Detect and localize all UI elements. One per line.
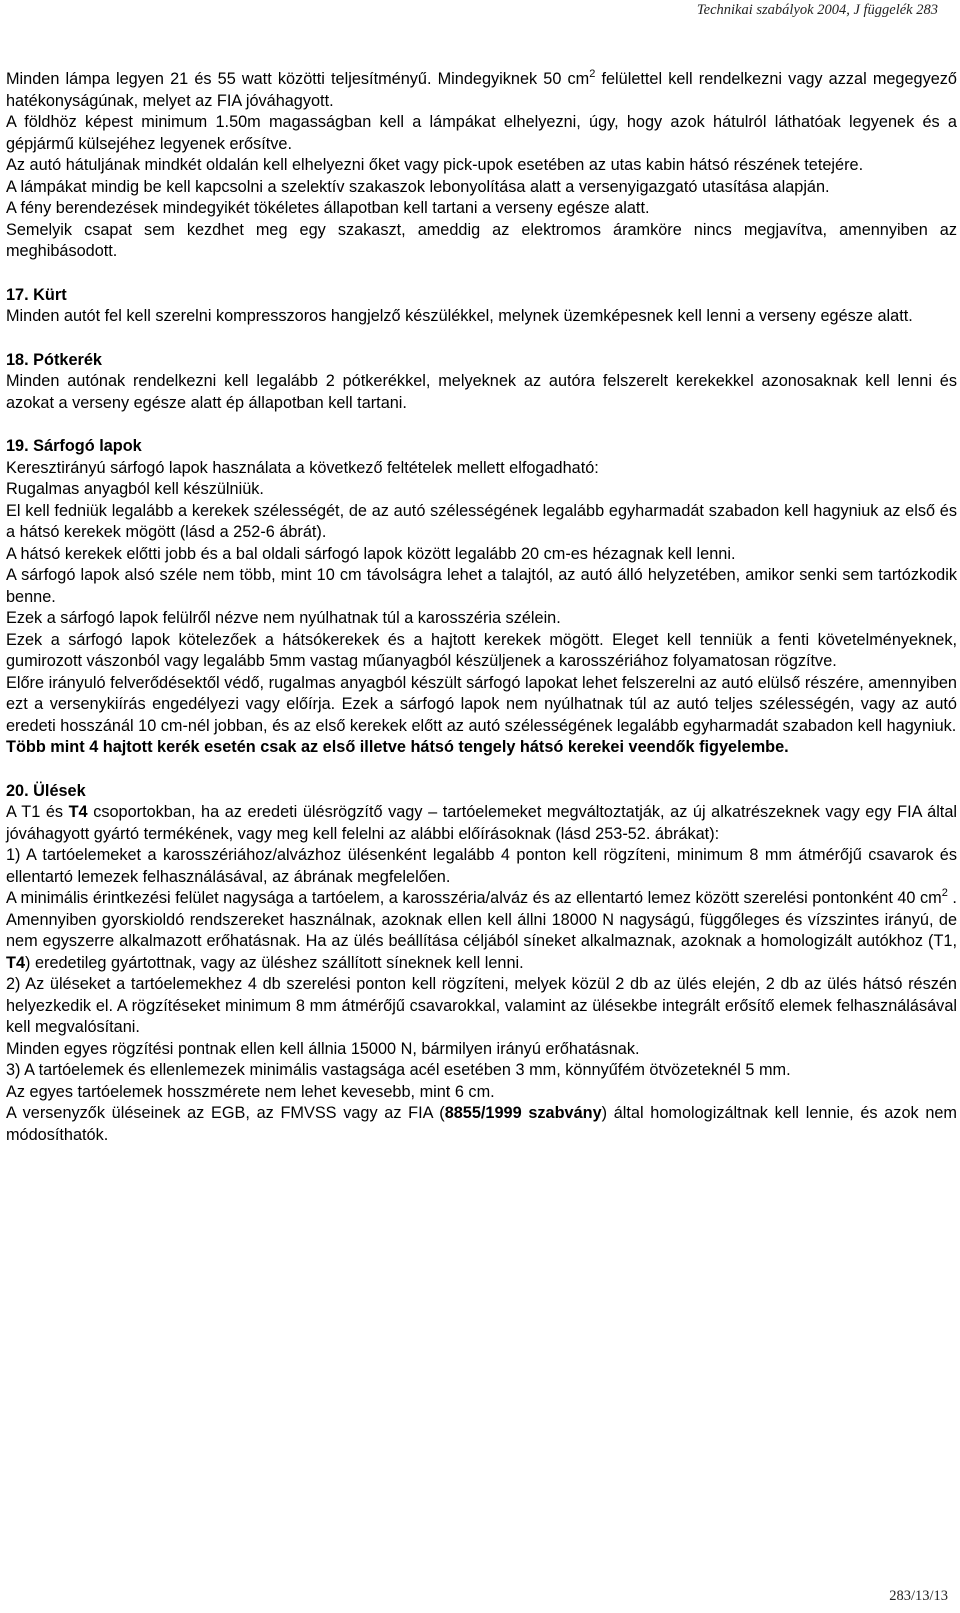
mudflap-paragraph-7: Ezek a sárfogó lapok kötelezőek a hátsókerekek és a hajtott kerekek mögött. Eleget kell tenniük a fenti követelményeknek, gumirozott vászonból vagy legalább 5mm vastag műanyagból készüljenek a karosszériához folyamatosan rögzítve. xyxy=(6,630,957,670)
lights-paragraph-6: Semelyik csapat sem kezdhet meg egy szakaszt, ameddig az elektromos áramköre nincs megjavítva, amennyiben az meghibásodott. xyxy=(6,220,957,260)
seats-paragraph-8: Az egyes tartóelemek hosszmérete nem lehet kevesebb, mint 6 cm. xyxy=(6,1082,495,1101)
page-number: 283/13/13 xyxy=(889,1588,948,1604)
seats-paragraph-6: Minden egyes rögzítési pontnak ellen kell állnia 15000 N, bármilyen irányú erőhatásnak. xyxy=(6,1039,640,1058)
lights-paragraph-4: A lámpákat mindig be kell kapcsolni a szelektív szakaszok lebonyolítása alatt a versenyigazgató utasítása alapján. xyxy=(6,177,830,196)
lights-paragraph-3: Az autó hátuljának mindkét oldalán kell elhelyezni őket vagy pick-upok esetében az utas kabin hátsó részének tetejére. xyxy=(6,156,864,174)
seats-paragraph-9: A versenyzők üléseinek az EGB, az FMVSS vagy az FIA (8855/1999 szabvány) által homologizáltnak kell lennie, és azok nem módosíthatók. xyxy=(6,1104,957,1144)
mudflap-paragraph-1: Keresztirányú sárfogó lapok használata a következő feltételek mellett elfogadható: xyxy=(6,458,599,477)
mudflap-paragraph-3: El kell fedniük legalább a kerekek szélességét, de az autó szélességének legalább egyharmadát szabadon kell hagyniuk az első és a hátsó kerekek mögött (lásd a 252-6 ábrát). xyxy=(6,501,957,541)
seats-paragraph-2: 1) A tartóelemeket a karosszériához/alvázhoz ülésenként legalább 4 ponton kell rögzíteni, minimum 8 mm átmérőjű csavarok és ellentartó lemezek felhasználásával, az ábrának megfelelően. xyxy=(6,846,957,886)
horn-paragraph: Minden autót fel kell szerelni kompresszoros hangjelző készülékkel, melynek üzemképesnek kell lenni a verseny egésze alatt. xyxy=(6,307,913,325)
seats-paragraph-4: Amennyiben gyorskioldó rendszereket használnak, azoknak ellen kell állni 18000 N nagyságú, függőleges és vízszintes irányú, de nem egyszerre alkalmazott erőhatásnak. Ha az ülés beállítása céljából síneket alkalmaznak, azoknak a homologizált autókhoz (T1, T4) eredetileg gyártottnak, vagy az üléshez szállított síneknek kell lenni. xyxy=(6,910,957,972)
lights-paragraph-2: A földhöz képest minimum 1.50m magasságban kell a lámpákat elhelyezni, úgy, hogy azok hátulról láthatóak legyenek és a gépjármű külsejéhez legyenek erősítve. xyxy=(6,113,957,153)
mudflap-paragraph-8: Előre irányuló felverődésektől védő, rugalmas anyagból készült sárfogó lapokat lehet felszerelni az autó elülső részére, amennyiben ezt a versenykiírás engedélyezi vagy előírja. Ezek a sárfogó lapok nem nyúlhatnak túl az autó teljes szélességén, vagy az autó eredeti hosszánál 10 cm-nél jobban, és az első kerekek előtt az autó szélességének legalább egyharmadát szabadon kell hagyniuk. xyxy=(6,673,957,735)
section-heading-18: 18. Pótkerék xyxy=(6,350,102,369)
seats-paragraph-5: 2) Az üléseket a tartóelemekhez 4 db szerelési ponton kell rögzíteni, melyek közül 2 db az ülés elején, 2 db az ülés hátsó részén helyezkedik el. A rögzítéseket minimum 8 mm átmérőjű csavarokkal, valamint az ülésekbe integrált erősítő elemek felhasználásával kell megvalósítani. xyxy=(6,975,957,1036)
section-heading-17: 17. Kürt xyxy=(6,285,67,304)
mudflap-paragraph-4: A hátsó kerekek előtti jobb és a bal oldali sárfogó lapok között legalább 20 cm-es hézagnak kell lenni. xyxy=(6,544,736,563)
lights-paragraph-5: A fény berendezések mindegyikét tökéletes állapotban kell tartani a verseny egésze alatt. xyxy=(6,199,650,217)
document-body xyxy=(6,69,957,1146)
seats-paragraph-3: A minimális érintkezési felület nagysága a tartóelem, a karosszéria/alváz és az ellentartó lemez között szerelési pontonként 40 $cm^2$ . xyxy=(6,887,957,907)
mudflap-paragraph-2: Rugalmas anyagból kell készülniük. xyxy=(6,480,264,498)
mudflap-paragraph-6: Ezek a sárfogó lapok felülről nézve nem nyúlhatnak túl a karosszéria szélein. xyxy=(6,609,561,627)
running-header: Technikai szabályok 2004, J függelék 283 xyxy=(696,2,938,18)
seats-paragraph-7: 3) A tartóelemek és ellenlemezek minimális vastagsága acél esetében 3 mm, könnyűfém ötvözeteknél 5 mm. xyxy=(6,1061,791,1079)
mudflap-paragraph-9: Több mint 4 hajtott kerék esetén csak az első illetve hátsó tengely hátsó kerekei veendők figyelembe. xyxy=(6,738,789,756)
mudflap-paragraph-5: A sárfogó lapok alsó széle nem több, mint 10 cm távolságra lehet a talajtól, az autó álló helyzetében, amikor senki sem tartózkodik benne. xyxy=(6,566,957,606)
seats-paragraph-1: A T1 és T4 csoportokban, ha az eredeti ülésrögzítő vagy – tartóelemeket megváltoztatják, az új alkatrészeknek vagy egy FIA által jóváhagyott gyártó termékének, vagy meg kell felelni az alábbi előírásoknak (lásd 253-52. ábrákat): xyxy=(6,803,958,843)
section-heading-19: 19. Sárfogó lapok xyxy=(6,437,142,455)
section-heading-20: 20. Ülések xyxy=(6,781,86,800)
lights-paragraph-1: Minden lámpa legyen 21 és 55 watt közötti teljesítményű. Mindegyiknek 50 $cm^2$ felülettel kell rendelkezni vagy azzal megegyező hatékonyságúnak, melyet az FIA jóváhagyott. xyxy=(6,68,957,110)
spare-wheel-paragraph: Minden autónak rendelkezni kell legalább 2 pótkerékkel, melyeknek az autóra felszerelt kerekekkel azonosaknak kell lenni és azokat a verseny egésze alatt ép állapotban kell tartani. xyxy=(6,372,957,412)
